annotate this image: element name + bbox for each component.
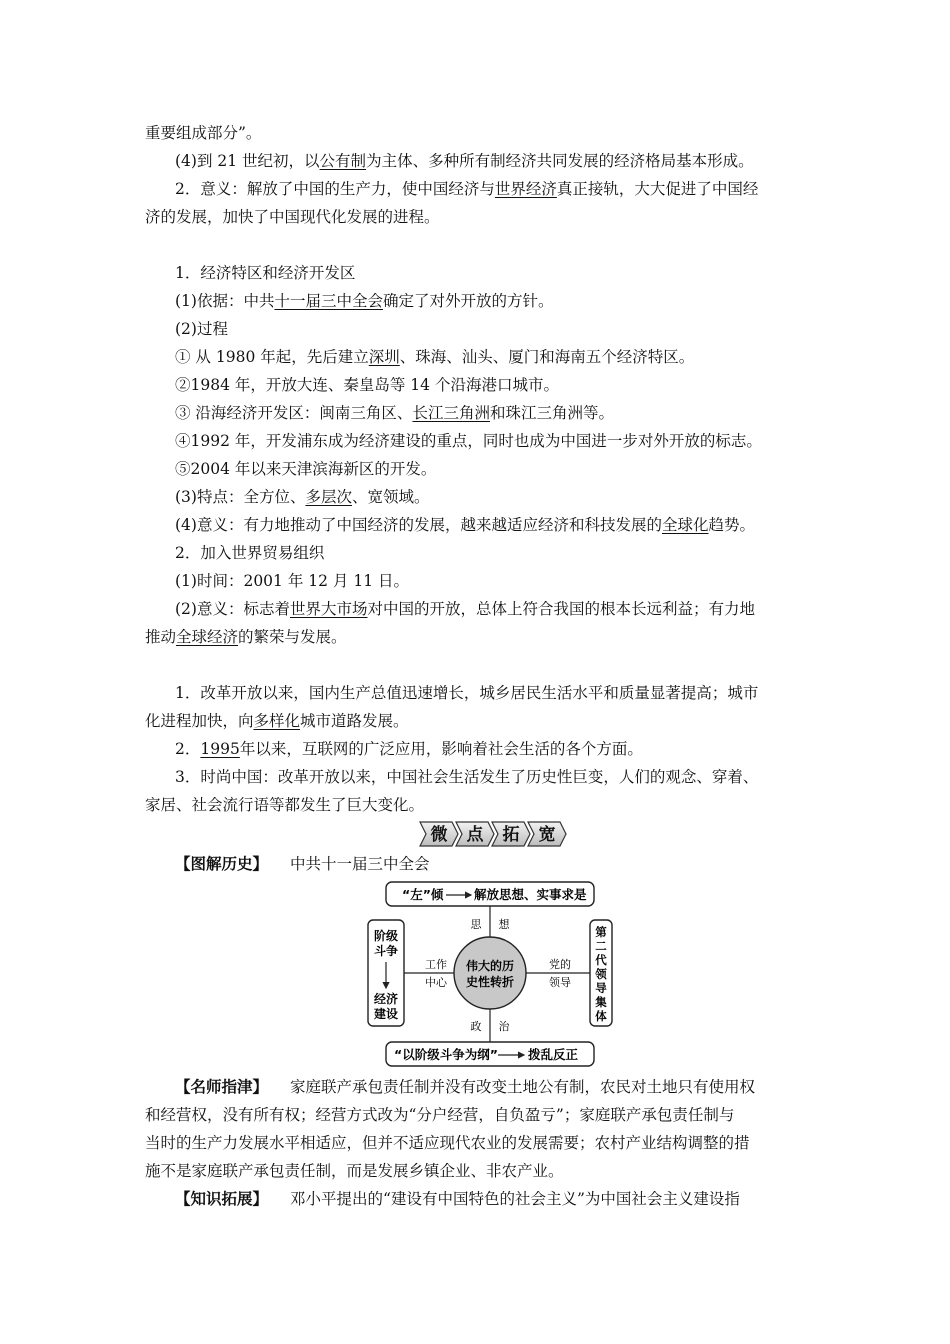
section-tag: 【图解历史】 bbox=[175, 854, 269, 873]
svg-text:第: 第 bbox=[595, 925, 607, 939]
underlined-term: 长江三角洲 bbox=[412, 404, 490, 422]
underlined-term: 多层次 bbox=[305, 488, 352, 506]
svg-text:拓: 拓 bbox=[502, 825, 520, 845]
svg-text:斗争: 斗争 bbox=[373, 944, 399, 958]
history-diagram bbox=[364, 880, 616, 1068]
svg-text:治: 治 bbox=[498, 1020, 510, 1033]
text-line: 2．意义：解放了中国的生产力，使中国经济与世界经济真正接轨，大大促进了中国经 bbox=[175, 180, 759, 198]
svg-text:二: 二 bbox=[595, 939, 607, 953]
text-line: (2)过程 bbox=[175, 320, 228, 338]
svg-text:微: 微 bbox=[430, 825, 448, 845]
text-line: 3．时尚中国：改革开放以来，中国社会生活发生了历史性巨变，人们的观念、穿着、 bbox=[175, 768, 759, 786]
text-line: ④1992 年，开发浦东成为经济建设的重点，同时也成为中国进一步对外开放的标志。 bbox=[175, 432, 762, 450]
text-line: ③ 沿海经济开发区：闽南三角区、长江三角洲和珠江三角洲等。 bbox=[175, 404, 614, 422]
svg-text:解放思想、实事求是: 解放思想、实事求是 bbox=[474, 887, 587, 902]
svg-text:中心: 中心 bbox=[425, 976, 447, 989]
svg-text:工作: 工作 bbox=[425, 958, 447, 971]
banner-chip bbox=[492, 822, 530, 846]
text-line: 重要组成部分”。 bbox=[145, 124, 262, 142]
section-heading: 1．经济特区和经济开发区 bbox=[175, 264, 356, 282]
svg-text:拨乱反正: 拨乱反正 bbox=[528, 1047, 579, 1062]
svg-text:领: 领 bbox=[595, 967, 607, 981]
text-line bbox=[175, 853, 430, 875]
svg-text:代: 代 bbox=[595, 953, 607, 967]
svg-text:集: 集 bbox=[595, 995, 607, 1009]
svg-text:体: 体 bbox=[595, 1009, 607, 1023]
svg-text:伟大的历: 伟大的历 bbox=[465, 959, 515, 973]
text-line: 当时的生产力发展水平相适应，但并不适应现代农业的发展需要；农村产业结构调整的措 bbox=[145, 1134, 750, 1152]
underlined-term: 十一届三中全会 bbox=[274, 292, 383, 310]
text-line: 推动全球经济的繁荣与发展。 bbox=[145, 628, 347, 646]
center-circle bbox=[454, 937, 526, 1009]
banner-chip bbox=[456, 822, 494, 846]
svg-text:经济: 经济 bbox=[373, 992, 399, 1006]
svg-text:阶级: 阶级 bbox=[373, 929, 399, 943]
text-line: (4)到 21 世纪初，以公有制为主体、多种所有制经济共同发展的经济格局基本形成。 bbox=[175, 152, 754, 170]
text-line: 【知识拓展】 邓小平提出的“建设有中国特色的社会主义”为中国社会主义建设指 bbox=[175, 1189, 740, 1208]
section-tag: 【知识拓展】 bbox=[175, 1189, 269, 1208]
text-line: 家居、社会流行语等都发生了巨大变化。 bbox=[145, 796, 425, 814]
svg-text:政: 政 bbox=[470, 1020, 482, 1033]
text-line: 化进程加快，向多样化城市道路发展。 bbox=[145, 712, 409, 730]
svg-text:导: 导 bbox=[595, 981, 607, 995]
text-line: (2)意义：标志着世界大市场对中国的开放，总体上符合我国的根本长远利益；有力地 bbox=[175, 600, 755, 618]
text-line: 济的发展，加快了中国现代化发展的进程。 bbox=[145, 208, 440, 226]
section-heading: 2．加入世界贸易组织 bbox=[175, 544, 325, 562]
svg-text:想: 想 bbox=[498, 918, 510, 931]
text-line: 1．改革开放以来，国内生产总值迅速增长，城乡居民生活水平和质量显著提高；城市 bbox=[175, 684, 759, 702]
text-line: (4)意义：有力地推动了中国经济的发展，越来越适应经济和科技发展的全球化趋势。 bbox=[175, 516, 755, 534]
svg-text:“以阶级斗争为纲”: “以阶级斗争为纲” bbox=[394, 1047, 498, 1062]
diagram-title: 中共十一届三中全会 bbox=[290, 855, 430, 873]
svg-text:思: 思 bbox=[470, 918, 482, 931]
section-tag: 【名师指津】 bbox=[175, 1077, 269, 1096]
underlined-term: 世界大市场 bbox=[289, 600, 368, 618]
svg-text:领导: 领导 bbox=[549, 976, 571, 989]
underlined-term: 全球经济 bbox=[176, 628, 239, 646]
svg-text:宽: 宽 bbox=[538, 825, 556, 845]
text-line: 【名师指津】 家庭联产承包责任制并没有改变土地公有制，农民对土地只有使用权 bbox=[175, 1077, 756, 1096]
underlined-term: 1995 bbox=[200, 740, 240, 758]
svg-text:建设: 建设 bbox=[373, 1007, 399, 1021]
underlined-term: 世界经济 bbox=[494, 180, 557, 198]
banner-chip bbox=[528, 822, 566, 846]
underlined-term: 多样化 bbox=[253, 712, 301, 730]
underlined-term: 深圳 bbox=[368, 348, 400, 366]
underlined-term: 公有制 bbox=[319, 152, 367, 170]
text-line: 2．1995年以来，互联网的广泛应用，影响着社会生活的各个方面。 bbox=[175, 740, 643, 758]
text-line: (1)时间：2001 年 12 月 11 日。 bbox=[175, 572, 409, 590]
section-banner bbox=[418, 820, 568, 848]
text-line: ① 从 1980 年起，先后建立深圳、珠海、汕头、厦门和海南五个经济特区。 bbox=[175, 348, 695, 366]
svg-text:史性转折: 史性转折 bbox=[465, 975, 515, 989]
text-line: ②1984 年，开放大连、秦皇岛等 14 个沿海港口城市。 bbox=[175, 376, 559, 394]
text-line: ⑤2004 年以来天津滨海新区的开发。 bbox=[175, 460, 437, 478]
underlined-term: 全球化 bbox=[661, 516, 709, 534]
svg-text:“左”倾: “左”倾 bbox=[402, 887, 444, 902]
svg-text:党的: 党的 bbox=[549, 958, 571, 971]
svg-text:点: 点 bbox=[466, 825, 484, 845]
text-line: (1)依据：中共十一届三中全会确定了对外开放的方针。 bbox=[175, 292, 554, 310]
banner-chip bbox=[420, 822, 458, 846]
text-line: 和经营权，没有所有权；经营方式改为“分户经营，自负盈亏”；家庭联产承包责任制与 bbox=[145, 1106, 735, 1124]
text-line: 施不是家庭联产承包责任制，而是发展乡镇企业、非农产业。 bbox=[145, 1162, 564, 1180]
text-line: (3)特点：全方位、多层次、宽领域。 bbox=[175, 488, 430, 506]
